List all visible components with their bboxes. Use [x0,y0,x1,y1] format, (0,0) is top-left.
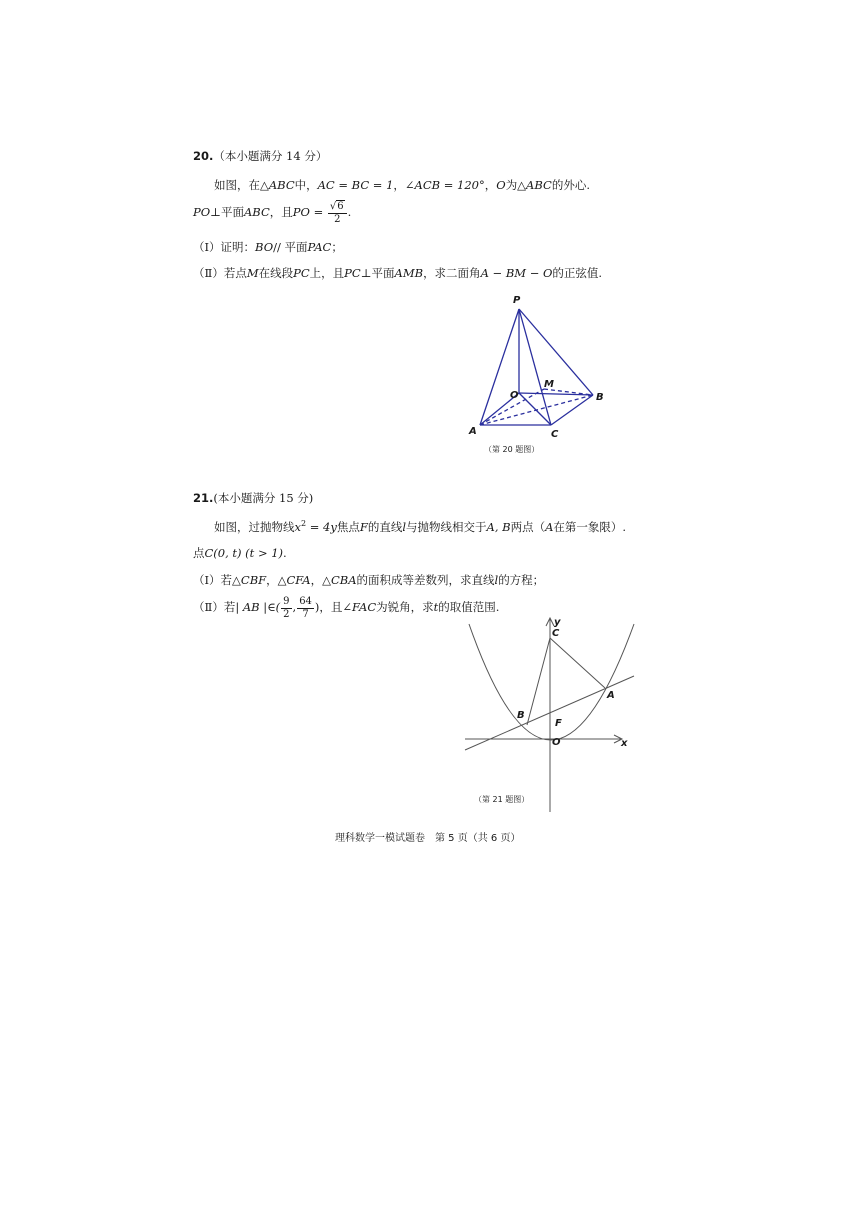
q21-math: = 4 [306,520,331,534]
q21-part1-label: （Ⅰ）若△ [193,573,241,587]
q20-text: // 平面 [273,240,308,254]
q21-text: 的直线 [367,520,403,534]
parabola-curve [469,624,634,740]
label-x: x [621,738,628,749]
q20-math: M [246,266,259,280]
q20-text: . [347,205,352,219]
q21-part2-label: （Ⅱ）若 [193,600,236,614]
q21-points: (本小题满分 15 分) [213,491,314,505]
q21-math: | AB |∈( [235,600,281,614]
label-y: y [554,617,561,628]
q21-text: 点 [193,546,205,560]
q20-text: ⊥平面 [210,205,244,219]
q21-math: y [330,520,337,534]
segment-ca [550,638,605,688]
q21-text: ，且 [319,600,343,614]
q21-math: x [294,520,301,534]
q21-math: C(0, t) [204,546,242,560]
q20-math: ABC [268,178,295,192]
q20-points: （本小题满分 14 分） [213,149,328,163]
q21-frac2-num: 64 [299,596,312,607]
q21-math: F [359,520,368,534]
q21-text: 为锐角，求 [376,600,434,614]
q21-text: 与抛物线相交于 [406,520,487,534]
q20-math: PAC [307,240,332,254]
q21-math: A, B [486,520,511,534]
q20-math: A − BM − O [480,266,553,280]
q21-text: 的方程； [498,573,545,587]
q21-math: CBA [330,573,357,587]
segment-cb [527,638,550,725]
q20-text: ， [393,178,405,192]
q20-math: O [496,178,506,192]
q21-frac1-num: 9 [283,596,290,607]
q20-text: ； [331,240,343,254]
q20-math: PO [292,205,310,219]
q21-text: 两点（ [510,520,546,534]
q20-text: 上，且 [309,266,345,280]
q20-text: 的外心. [551,178,590,192]
label-c: C [552,628,560,639]
q20-part1-label: （Ⅰ）证明： [193,240,256,254]
q21-text: 焦点 [336,520,360,534]
label-m: M [544,379,554,390]
q20-text: ，且 [269,205,293,219]
q20-text: 如图，在△ [214,178,269,192]
q20-text: 在线段 [258,266,294,280]
q20-math: ABC [526,178,552,192]
q20-fraction: $\frac{√6}{2}$ [328,201,347,225]
q20-text: 中， [294,178,318,192]
label-a: A [469,426,477,437]
q21-number: 21. [193,491,214,505]
label-o: O [552,737,561,748]
q21-frac1-den: 2 [283,608,290,620]
q20-math: ∠ACB = 120° [404,178,485,192]
q21-text: 在第一象限）. [553,520,627,534]
q21-math: CFA [286,573,311,587]
label-o: O [510,390,519,401]
q20-math: PO [193,205,211,219]
q20-math: PC [344,266,361,280]
q20-fraction-den: 2 [334,213,341,225]
q21-text: 的面积成等差数列，求直线 [356,573,495,587]
q21-text: 的取值范围. [438,600,500,614]
q21-frac2-den: 7 [302,608,309,620]
q21-math: ∠FAC [342,600,377,614]
q20-math: PC [293,266,310,280]
q20-part2-label: （Ⅱ）若点 [193,266,247,280]
q21-exponent: 2 [301,519,307,528]
q21-math: l [494,573,499,587]
label-b: B [596,392,604,403]
q21-text: ，△ [310,573,331,587]
q21-text: , [292,600,297,614]
q21-text: ) [314,600,320,614]
page-footer: 理科数学一模试题卷 第 5 页（共 6 页） [335,833,521,844]
q21-math: A [545,520,554,534]
q20-math: ABC [244,205,270,219]
label-c: C [551,429,559,440]
label-a: A [607,690,615,701]
q21-math: t [433,600,439,614]
q20-text: = [309,205,327,219]
q20-math: BO [255,240,274,254]
label-b: B [517,710,525,721]
q21-text: 如图，过抛物线 [214,520,295,534]
q20-math: AC = BC = 1 [317,178,394,192]
q20-text: ， [484,178,497,192]
q21-text: . [283,546,287,560]
q21-math: l [402,520,407,534]
q20-number: 20. [193,149,214,163]
q20-text: 为△ [505,178,527,192]
q21-math: CBF [240,573,267,587]
q20-math: AMB [394,266,424,280]
q20-text: 的正弦值. [552,266,603,280]
q21-figure-caption: （第 21 题图） [474,795,530,804]
q21-text: ，△ [266,573,287,587]
q20-text: ⊥平面 [360,266,395,280]
label-p: P [513,295,521,306]
q20-text: ，求二面角 [423,266,481,280]
q20-sqrt-radicand: 6 [337,201,344,212]
label-f: F [555,718,562,729]
q21-math: (t > 1) [241,546,284,560]
q20-figure-caption: （第 20 题图） [484,445,540,454]
